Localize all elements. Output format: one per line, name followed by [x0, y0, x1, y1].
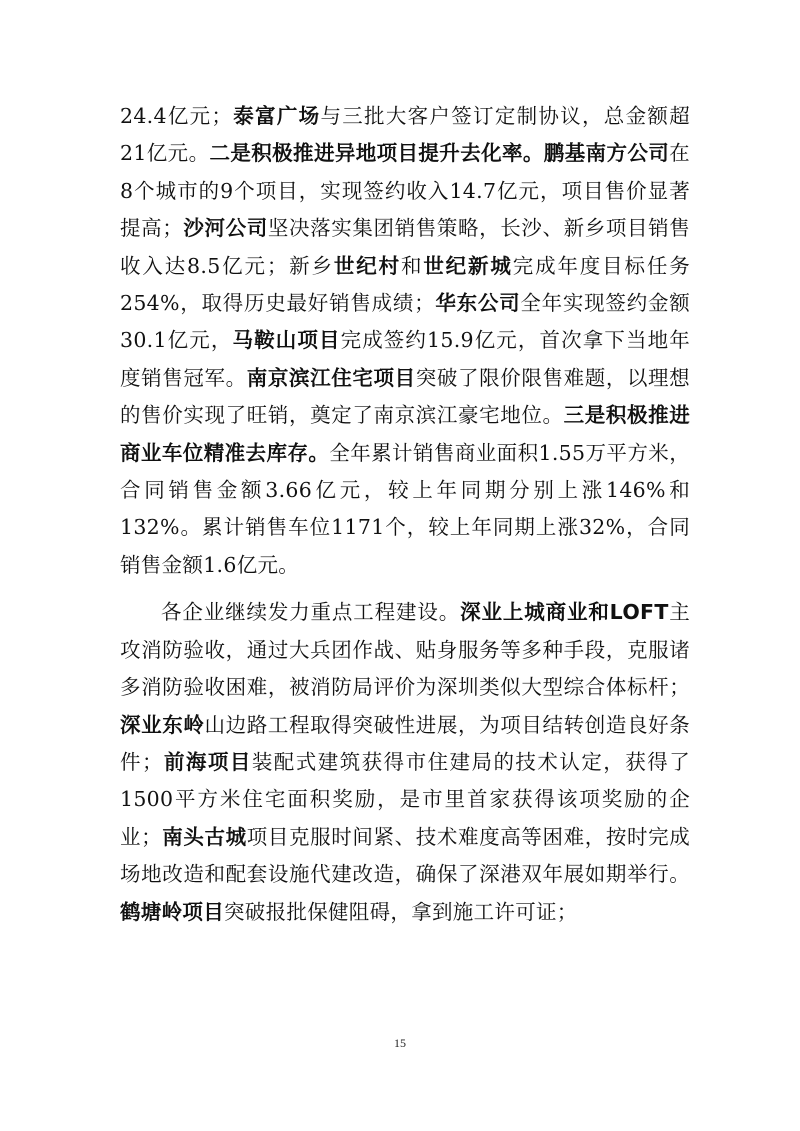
- project-name-taifu-plaza: 泰富广场: [232, 104, 321, 128]
- text-run: 突破了限价限售难题，以理想的售价实现了旺销，奠定了南京滨江豪宅地位。: [120, 365, 690, 428]
- paragraph-sales-progress: [120, 98, 690, 584]
- project-name-shenye-shangcheng: 深业上城商业和LOFT: [460, 600, 669, 625]
- project-name-qianhai: 前海项目: [162, 749, 252, 774]
- text-run: 山边路工程取得突破性进展，为项目结转创造良好条件；: [120, 712, 690, 774]
- text-run: 全年实现签约金额30.1亿元，: [120, 291, 691, 353]
- project-name-shiji-xincheng: 世纪新城: [423, 253, 513, 278]
- company-name-huadong: 华东公司: [434, 291, 521, 316]
- paragraph-key-projects: [120, 594, 690, 931]
- text-run: 完成年度目标任务254%，取得历史最好销售成绩；: [120, 253, 691, 316]
- project-name-hetangling: 鹤塘岭项目: [120, 899, 224, 924]
- text-run: 与三批大客户签订定制协议，总金额超21亿元。: [120, 104, 690, 166]
- project-name-shenye-dongling: 深业东岭: [120, 712, 205, 737]
- project-name-nanjing-binjiang: 南京滨江住宅项目: [246, 365, 416, 390]
- text-run: 在8个城市的9个项目，实现签约收入14.7亿元，项目售价显著提高；: [120, 141, 690, 241]
- text-run: 全年累计销售商业面积1.55万平方米，合同销售金额3.66亿元，较上年同期分别上涨146%和132%。累计销售车位1171个，较上年同期上涨32%，合同销售金额1.6亿元。: [120, 440, 691, 577]
- page-number: 15: [394, 1036, 406, 1050]
- section-heading-third-point: 三是积极推进商业车位精准去库存。: [120, 403, 690, 465]
- text-run: 项目克服时间紧、技术难度高等困难，按时完成场地改造和配套设施代建改造，确保了深港双年展如期举行。: [120, 824, 690, 887]
- project-name-nantou-old-town: 南头古城: [161, 824, 247, 849]
- company-name-shahe: 沙河公司: [183, 216, 268, 241]
- text-run: 坚决落实集团销售策略，长沙、新乡项目销售收入达8.5亿元；新乡: [120, 216, 691, 278]
- section-heading-second-point: 二是积极推进异地项目提升去化率。: [209, 141, 544, 166]
- text-run: 各企业继续发力重点工程建设。: [161, 600, 461, 625]
- company-name-pengji-south: 鹏基南方公司: [543, 141, 670, 166]
- text-run: 和: [400, 253, 424, 278]
- project-name-shijicun: 世纪村: [333, 253, 401, 278]
- text-run: 装配式建筑获得市住建局的技术认定，获得了1500平方米住宅面积奖励，是市里首家获得该项奖励的企业；: [120, 749, 691, 849]
- project-name-maanshan: 马鞍山项目: [232, 328, 341, 353]
- body-text: [120, 98, 690, 931]
- text-run: 24.4亿元；: [120, 104, 233, 128]
- text-run: 突破报批保健阻碍，拿到施工许可证；: [224, 899, 578, 924]
- text-run: 完成签约15.9亿元，首次拿下当地年度销售冠军。: [120, 328, 691, 390]
- text-run: 主攻消防验收，通过大兵团作战、贴身服务等多种手段，克服诸多消防验收困难，被消防局评价为深圳类似大型综合体标杆；: [120, 600, 691, 700]
